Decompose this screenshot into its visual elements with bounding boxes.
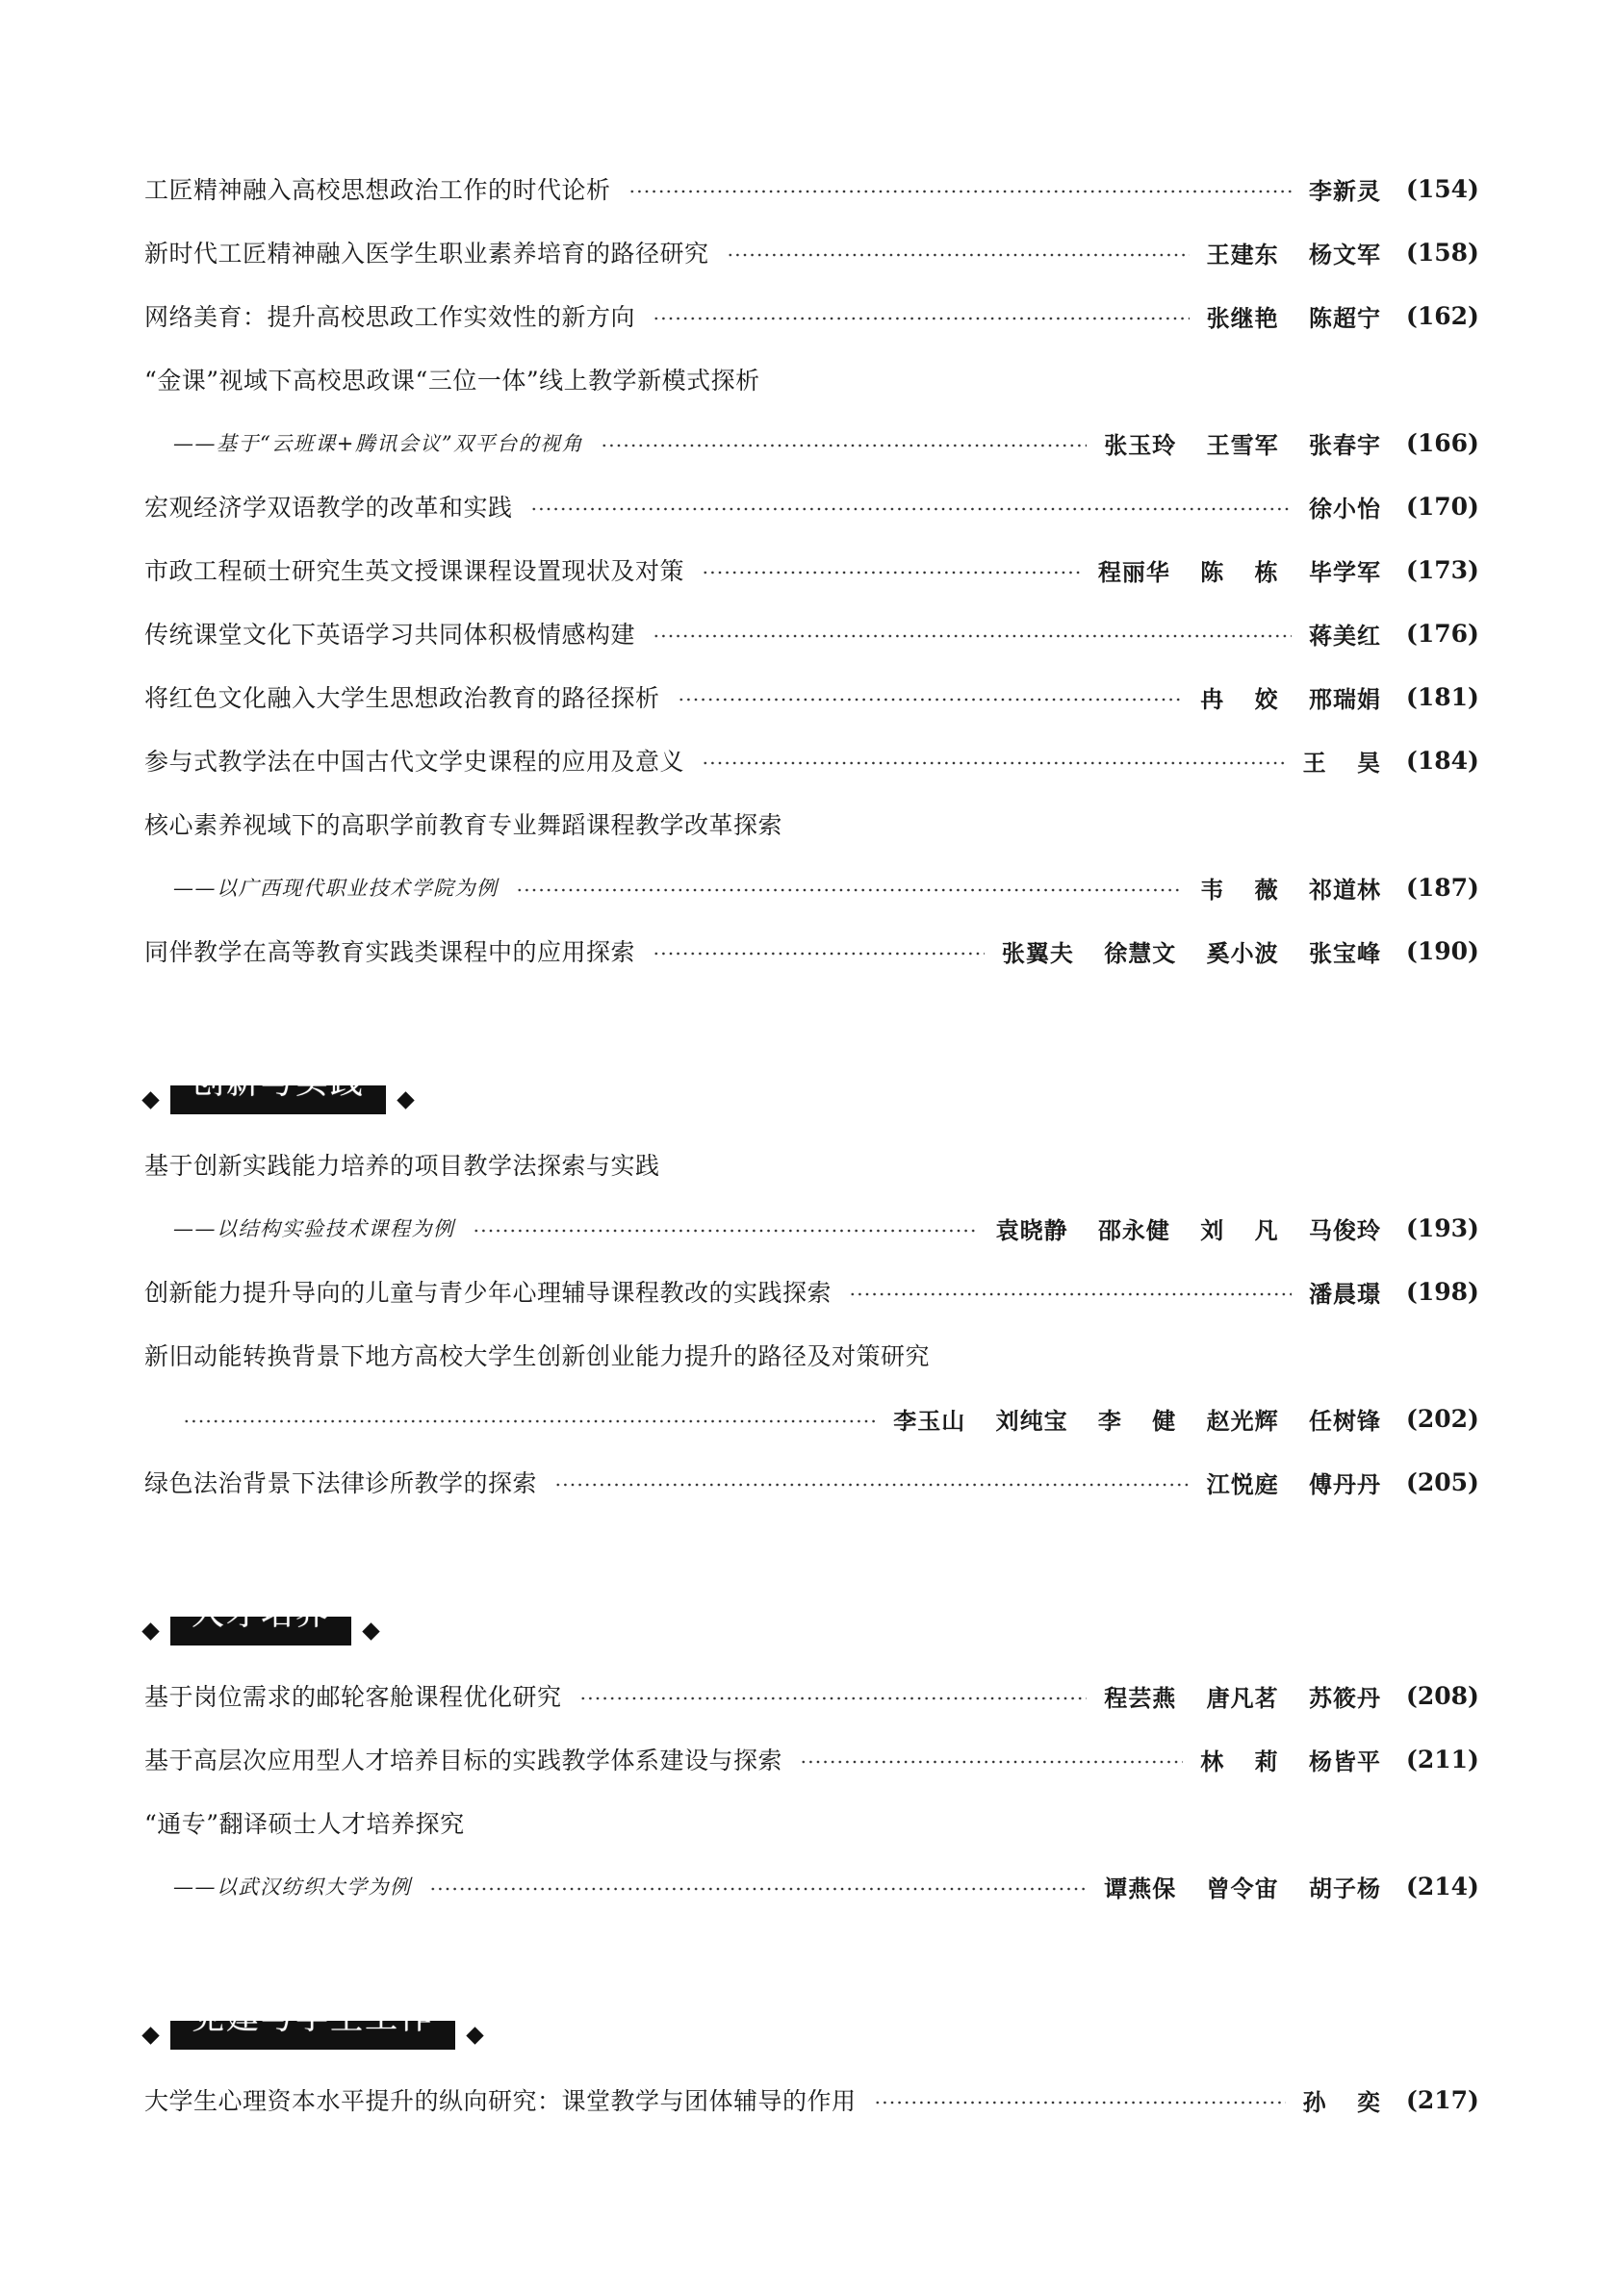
section-label-bar	[170, 1594, 351, 1645]
entry-authors: 孙 奕	[1302, 2087, 1381, 2116]
toc-entry[interactable]	[144, 1272, 1477, 1311]
dot-leader	[653, 952, 985, 956]
toc-entry[interactable]	[144, 550, 1477, 589]
dot-leader	[628, 190, 1292, 193]
dot-leader	[702, 761, 1286, 765]
toc-entry[interactable]	[144, 423, 1477, 462]
entry-title: 创新能力提升导向的儿童与青少年心理辅导课程教改的实践探索	[144, 1279, 833, 1307]
toc-entry[interactable]	[144, 2080, 1477, 2119]
entry-page: (202)	[1406, 1404, 1479, 1433]
toc-entry[interactable]	[144, 1209, 1477, 1247]
entry-title: 新时代工匠精神融入医学生职业素养培育的路径研究	[144, 240, 709, 268]
toc-entry[interactable]	[144, 296, 1477, 335]
toc-entry[interactable]	[144, 614, 1477, 652]
dot-leader	[530, 507, 1292, 511]
toc-entry[interactable]	[144, 931, 1477, 970]
entry-page: (211)	[1406, 1745, 1479, 1773]
entry-title: 将红色文化融入大学生思想政治教育的路径探析	[144, 684, 660, 712]
entry-page: (184)	[1406, 746, 1479, 775]
entry-page: (176)	[1406, 619, 1479, 648]
entry-authors: 王 昊	[1302, 748, 1381, 777]
dot-leader	[601, 444, 1087, 447]
section-label: 人才培养	[192, 1594, 330, 1633]
entry-authors: 潘晨璟	[1309, 1279, 1381, 1308]
entry-title: 宏观经济学双语教学的改革和实践	[144, 494, 513, 522]
diamond-bullet-icon	[397, 1091, 414, 1109]
entry-authors: 李玉山 刘纯宝 李 健 赵光辉 任树锋	[893, 1406, 1381, 1435]
section-label-bar	[170, 1063, 386, 1114]
entry-page: (170)	[1406, 492, 1479, 521]
dot-leader	[554, 1483, 1190, 1487]
toc-entry-title-line[interactable]	[144, 1336, 1477, 1374]
dot-leader	[516, 888, 1184, 892]
diamond-bullet-icon	[141, 1091, 159, 1109]
diamond-bullet-icon	[466, 2027, 483, 2044]
entry-subtitle: ——以武汉纺织大学为例	[173, 1875, 412, 1899]
entry-authors: 蒋美红	[1309, 621, 1381, 650]
entry-page: (187)	[1406, 873, 1479, 902]
toc-entry-title-line[interactable]	[144, 1145, 1477, 1184]
entry-authors: 张继艳 陈超宁	[1206, 303, 1381, 332]
entry-title: “通专”翻译硕士人才培养探究	[144, 1810, 465, 1838]
diamond-bullet-icon	[362, 1622, 379, 1640]
entry-page: (205)	[1406, 1467, 1479, 1496]
section-header	[144, 1999, 481, 2055]
entry-page: (162)	[1406, 301, 1479, 330]
toc-entry[interactable]	[144, 169, 1477, 208]
entry-page: (198)	[1406, 1277, 1479, 1306]
toc-entry[interactable]	[144, 677, 1477, 716]
dot-leader	[800, 1760, 1183, 1764]
entry-title: 传统课堂文化下英语学习共同体积极情感构建	[144, 621, 636, 649]
entry-title: 核心素养视域下的高职学前教育专业舞蹈课程教学改革探索	[144, 811, 783, 839]
toc-entry[interactable]	[144, 1867, 1477, 1905]
entry-title: 工匠精神融入高校思想政治工作的时代论析	[144, 176, 611, 204]
entry-subtitle: ——基于“云班课+腾讯会议”双平台的视角	[173, 432, 584, 455]
diamond-bullet-icon	[141, 2027, 159, 2044]
entry-subtitle: ——以广西现代职业技术学院为例	[173, 877, 499, 900]
dot-leader	[874, 2101, 1286, 2105]
dot-leader	[653, 634, 1292, 638]
entry-title: 市政工程硕士研究生英文授课课程设置现状及对策	[144, 557, 685, 585]
dot-leader	[653, 317, 1190, 320]
entry-page: (181)	[1406, 682, 1479, 711]
entry-authors: 张玉玲 王雪军 张春宇	[1104, 430, 1381, 459]
toc-entry[interactable]	[144, 741, 1477, 779]
dot-leader	[473, 1229, 979, 1233]
entry-authors: 江悦庭 傅丹丹	[1206, 1469, 1381, 1498]
entry-authors: 徐小怡	[1309, 494, 1381, 523]
entry-title: 网络美育：提升高校思政工作实效性的新方向	[144, 303, 636, 331]
entry-authors: 张翼夫 徐慧文 奚小波 张宝峰	[1001, 938, 1381, 967]
entry-authors: 王建东 杨文军	[1206, 240, 1381, 268]
entry-authors: 袁晓静 邵永健 刘 凡 马俊玲	[995, 1215, 1381, 1244]
toc-entry[interactable]	[144, 487, 1477, 525]
entry-authors: 林 莉 杨皆平	[1200, 1747, 1381, 1775]
entry-title: 大学生心理资本水平提升的纵向研究：课堂教学与团体辅导的作用	[144, 2087, 857, 2115]
entry-page: (193)	[1406, 1213, 1479, 1242]
entry-title: 绿色法治背景下法律诊所教学的探索	[144, 1469, 538, 1497]
entry-page: (190)	[1406, 936, 1479, 965]
entry-authors: 韦 薇 祁道林	[1200, 875, 1381, 904]
entry-page: (217)	[1406, 2085, 1479, 2114]
entry-subtitle: ——以结构实验技术课程为例	[173, 1217, 455, 1240]
dot-leader	[579, 1696, 1088, 1700]
entry-title: 参与式教学法在中国古代文学史课程的应用及意义	[144, 748, 685, 776]
entry-title: 基于岗位需求的邮轮客舱课程优化研究	[144, 1683, 562, 1711]
entry-authors: 李新灵	[1309, 176, 1381, 205]
entry-authors: 谭燕保 曾令宙 胡子杨	[1104, 1874, 1381, 1902]
section-header	[144, 1594, 377, 1651]
section-label: 创新与实践	[192, 1063, 365, 1102]
toc-entry-title-line[interactable]	[144, 360, 1477, 398]
entry-page: (208)	[1406, 1681, 1479, 1710]
entry-page: (214)	[1406, 1872, 1479, 1901]
toc-entry[interactable]	[144, 1676, 1477, 1715]
toc-entry-title-line[interactable]	[144, 1803, 1477, 1842]
section-label-bar	[170, 1999, 455, 2050]
entry-title: 同伴教学在高等教育实践类课程中的应用探索	[144, 938, 636, 966]
diamond-bullet-icon	[141, 1622, 159, 1640]
dot-leader	[429, 1887, 1088, 1891]
entry-authors: 冉 姣 邢瑞娟	[1200, 684, 1381, 713]
dot-leader	[702, 571, 1081, 574]
entry-title: 基于创新实践能力培养的项目教学法探索与实践	[144, 1152, 660, 1180]
entry-title: 基于高层次应用型人才培养目标的实践教学体系建设与探索	[144, 1747, 783, 1774]
dot-leader	[849, 1292, 1292, 1296]
dot-leader	[678, 698, 1184, 702]
toc-entry-title-line[interactable]	[144, 804, 1477, 843]
entry-title: “金课”视域下高校思政课“三位一体”线上教学新模式探析	[144, 367, 760, 395]
entry-page: (173)	[1406, 555, 1479, 584]
toc-entry[interactable]	[144, 868, 1477, 906]
dot-leader	[183, 1419, 876, 1423]
entry-authors: 程丽华 陈 栋 毕学军	[1097, 557, 1381, 586]
toc-entry[interactable]	[144, 1399, 1477, 1438]
toc-entry[interactable]	[144, 233, 1477, 271]
toc-entry[interactable]	[144, 1463, 1477, 1501]
toc-entry[interactable]	[144, 1740, 1477, 1778]
entry-page: (154)	[1406, 174, 1479, 203]
dot-leader	[727, 253, 1190, 257]
entry-page: (166)	[1406, 428, 1479, 457]
entry-authors: 程芸燕 唐凡茗 苏筱丹	[1104, 1683, 1381, 1712]
entry-title: 新旧动能转换背景下地方高校大学生创新创业能力提升的路径及对策研究	[144, 1342, 931, 1370]
section-header	[144, 1063, 412, 1120]
entry-page: (158)	[1406, 238, 1479, 267]
section-label: 党建与学生工作	[192, 1999, 434, 2037]
